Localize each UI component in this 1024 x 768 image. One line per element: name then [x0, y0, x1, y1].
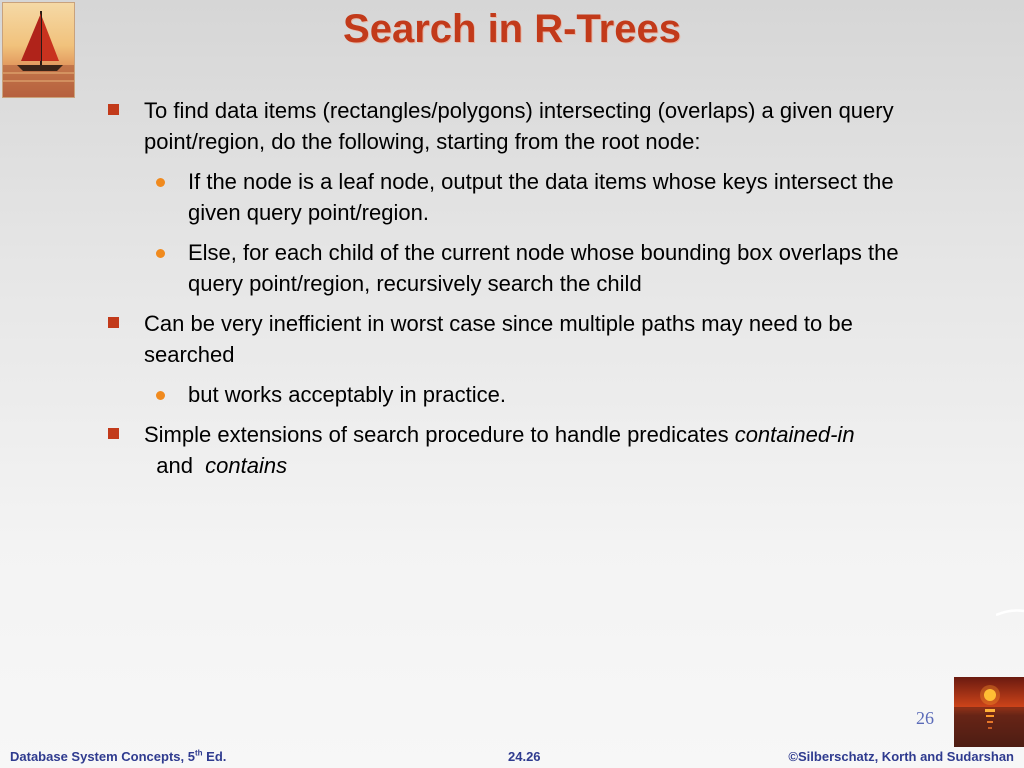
- slide-body: [104, 95, 919, 490]
- predicate-contains: contains: [205, 453, 288, 478]
- footer-edition-sup: th: [194, 748, 203, 758]
- bullet-item: [104, 308, 919, 370]
- bullet-text: To find data items (rectangles/polygons) intersecting (overlaps) a given query point/region, do the following, starting from the root node:: [144, 98, 894, 154]
- square-bullet-icon: [108, 428, 119, 439]
- sub-bullet-text: If the node is a leaf node, output the data items whose keys intersect the given query point/region.: [188, 169, 894, 225]
- dot-bullet-icon: [156, 249, 165, 258]
- dot-bullet-icon: [156, 391, 165, 400]
- footer-book-title: [10, 749, 226, 764]
- bullet-item: [104, 95, 919, 157]
- bullet-text-and: and: [144, 453, 206, 478]
- footer-book-title-end: Ed.: [202, 749, 227, 764]
- dot-bullet-icon: [156, 178, 165, 187]
- bullet-item: [104, 419, 919, 481]
- slide-footer: [0, 747, 1024, 768]
- sub-bullet-item: [104, 379, 919, 410]
- footer-slide-id: 24.26: [508, 749, 541, 764]
- footer-copyright: ©Silberschatz, Korth and Sudarshan: [788, 749, 1014, 764]
- decorative-swoosh: [996, 604, 1024, 612]
- slide-title: Search in R-Trees: [343, 7, 681, 51]
- page-number: 26: [916, 708, 934, 728]
- sub-bullet-item: [104, 166, 919, 228]
- square-bullet-icon: [108, 317, 119, 328]
- sub-bullet-text: Else, for each child of the current node whose bounding box overlaps the query point/region, recursively search the child: [188, 240, 899, 296]
- footer-book-title-main: Database System Concepts, 5: [10, 749, 195, 764]
- sub-bullet-text: but works acceptably in practice.: [188, 382, 506, 407]
- sunset-image-icon: [954, 677, 1024, 747]
- sub-bullet-item: [104, 237, 919, 299]
- bullet-text-prefix: Simple extensions of search procedure to handle predicates: [144, 422, 735, 447]
- bullet-text: Can be very inefficient in worst case since multiple paths may need to be searched: [144, 311, 853, 367]
- predicate-contained-in: contained-in: [734, 422, 855, 447]
- square-bullet-icon: [108, 104, 119, 115]
